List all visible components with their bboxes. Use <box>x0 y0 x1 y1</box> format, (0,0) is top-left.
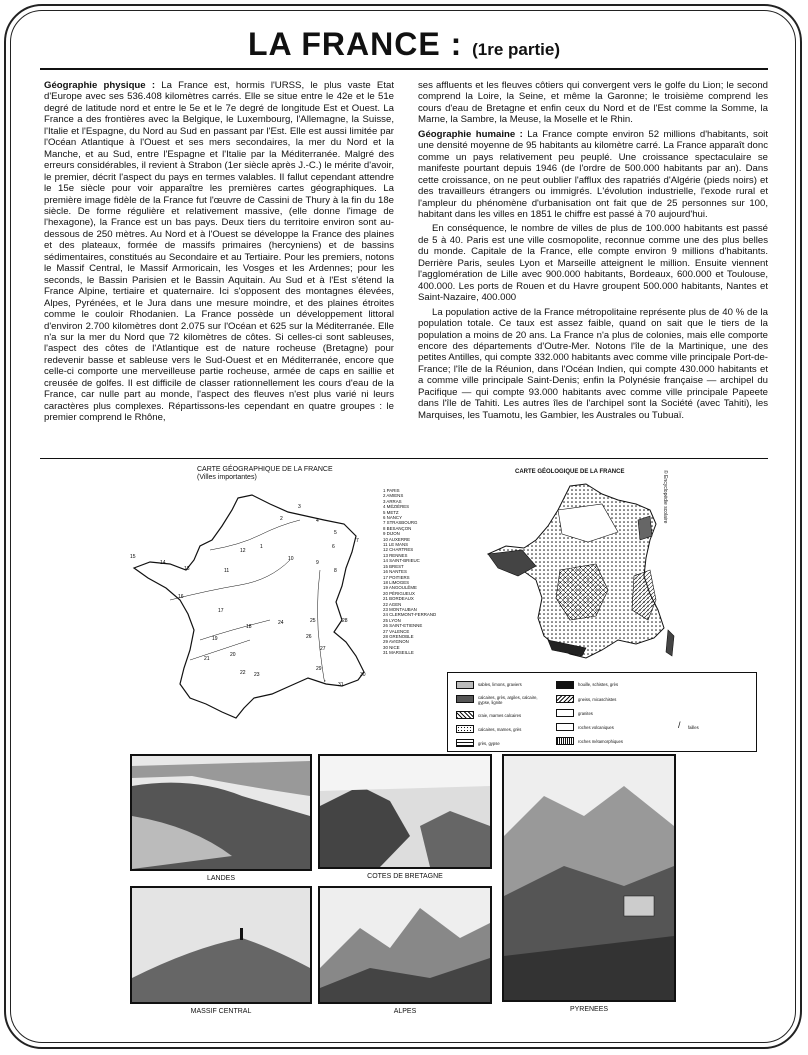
geo-map <box>120 490 380 735</box>
legend-label: sables, limons, graviers <box>478 682 522 687</box>
city-legend-item: 2 AMIENS <box>383 493 404 499</box>
legend-label: gneiss, micaschistes <box>578 697 617 702</box>
city-number: 10 <box>288 556 294 562</box>
city-number: 17 <box>218 608 224 614</box>
page-title <box>0 26 808 63</box>
legend-label: houille, schistes, grès <box>578 682 619 687</box>
city-legend-item: 1 PARIS <box>383 488 400 493</box>
city-number: 1 <box>260 544 263 550</box>
paragraph <box>418 307 768 422</box>
city-number: 7 <box>356 538 359 544</box>
legend-swatch <box>456 695 474 703</box>
city-legend-item: 25 LYON <box>383 617 401 623</box>
text-column-right <box>418 80 768 424</box>
legend-swatch <box>556 681 574 689</box>
city-number: 22 <box>240 670 246 676</box>
legend-label: roches volcaniques <box>578 725 614 730</box>
paragraph-text: La population active de la France métropolitaine représente plus de 40 % de la population totale. Ce taux est assez faible, quand on sait que le tiers de la population a moins de 20 ans. La France n'a plus de colonies, mais elle comporte encore des départements d'Outre-Mer. Notons l'île de la Martinique, une des petites Antilles, qui compte 332.000 habitants avec comme ville principale Port-de-France; l'île de la Réunion, dans l'Océan Indien, qui compte 430.000 habitants et a comme ville principale Saint-Denis; enfin la Polynésie française — archipel du Pacifique — qui compte 93.000 habitants avec comme ville principale Papeete dans l'île de Tahiti. Les autres îles de l'archipel sont la Société (avec Tahiti), les Marquises, les Tuamotu, les Gambier, les Australes ou Tubuaï. <box>418 306 768 421</box>
city-number: 25 <box>310 618 316 624</box>
city-legend-item: 3 ARRAS <box>383 498 402 504</box>
legend-label: calcaires, marnes, grès <box>478 727 522 732</box>
city-legend-item: 18 LIMOGES <box>383 579 410 585</box>
city-number: 9 <box>316 560 319 566</box>
city-legend-item: 19 ANGOULÊME <box>383 585 417 591</box>
paragraph-text: La France compte environ 52 millions d'habitants, soit une densité moyenne de 95 habitants au kilomètre carré. La France apparaît donc comme un pays relativement peu peuplé. Une croissance spectaculaire se manifeste pourtant depuis 1946 (de l'ordre de 500.000 habitants par an). Dans cette croissance, on ne peut oublier l'afflux des rapatriés d'Algérie (pieds noirs) et des travailleurs étrangers ou immigrés. L'évolution industrielle, l'exode rural et l'ampleur du phénomène d'urbanisation ont fait que de 25 personnes sur 100, habitant dans les villes en 1851 le chiffre est passé à 70 aujourd'hui. <box>418 128 768 220</box>
legend-label: calcaires, grès, argiles, calcaire, gypse, lignite <box>478 695 538 705</box>
legend-swatch <box>456 725 474 733</box>
city-legend-item: 15 BREST <box>383 563 404 569</box>
france-outline <box>134 495 364 718</box>
geo-map-title: CARTE GÉOGRAPHIQUE DE LA FRANCE <box>197 466 333 473</box>
city-number: 12 <box>240 548 246 554</box>
city-legend-item: 20 PÉRIGUEUX <box>383 590 415 596</box>
city-legend-item: 27 VALENCE <box>383 628 410 634</box>
city-number: 29 <box>316 666 322 672</box>
city-number: 16 <box>178 594 184 600</box>
city-legend-item: 6 NANCY <box>383 515 403 521</box>
city-number: 27 <box>320 646 326 652</box>
title-main: LA FRANCE : <box>248 26 463 62</box>
city-legend-item: 4 MÉZIÈRES <box>383 504 410 510</box>
legend-label: grès, gypse <box>478 741 500 746</box>
paragraph-lead: Géographie physique : <box>44 80 156 91</box>
city-legend-item: 26 SAINT-ETIENNE <box>383 623 423 629</box>
city-number: 23 <box>254 672 260 678</box>
city-number: 5 <box>334 530 337 536</box>
legend-swatch <box>456 711 474 719</box>
city-number: 26 <box>306 634 312 640</box>
city-number: 30 <box>360 672 366 678</box>
city-number: 13 <box>184 566 190 572</box>
legend-label: granites <box>578 711 593 716</box>
geol-map-credit: © Encyclopédie scolaire <box>662 470 668 524</box>
geol-corsica <box>666 630 674 656</box>
geol-map-title: CARTE GÉOLOGIQUE DE LA FRANCE <box>515 469 625 475</box>
legend-swatch <box>456 739 474 747</box>
city-legend-item: 11 LE MANS <box>383 542 409 548</box>
city-number: 21 <box>204 656 210 662</box>
photo-bretagne <box>318 754 492 869</box>
city-number: 3 <box>298 504 301 510</box>
city-legend-item: 8 BESANÇON <box>383 525 412 531</box>
geol-map <box>478 480 678 670</box>
caption-massif-central: MASSIF CENTRAL <box>190 1008 252 1015</box>
geol-zone-vosges <box>638 516 652 540</box>
legend-label: roches métamorphiques <box>578 739 623 744</box>
city-number: 14 <box>160 560 166 566</box>
city-legend-item: 31 MARSEILLE <box>383 650 414 656</box>
city-legend-item: 14 SAINT-BRIEUC <box>383 558 420 564</box>
legend-swatch <box>456 681 474 689</box>
title-rule <box>40 68 768 70</box>
geo-map-subtitle: (Villes importantes) <box>197 474 257 481</box>
text-column-left <box>44 80 394 427</box>
city-legend-item: 24 CLERMONT-FERRAND <box>383 612 437 618</box>
photo-landes <box>130 754 312 871</box>
city-number: 28 <box>342 618 348 624</box>
legend-swatch <box>556 695 574 703</box>
photo-massif-central <box>130 886 312 1004</box>
paragraph-lead: Géographie humaine : <box>418 128 523 140</box>
photo-pyrenees <box>502 754 676 1002</box>
city-legend-item: 30 NICE <box>383 644 400 650</box>
city-legend-item: 10 AUXERRE <box>383 536 411 542</box>
city-number: 19 <box>212 636 218 642</box>
legend-label: failles <box>688 725 699 730</box>
city-legend-item: 9 DIJON <box>383 531 400 537</box>
caption-pyrenees: PYRENEES <box>569 1006 609 1013</box>
geo-map-title-block <box>197 466 333 482</box>
river-dordogne <box>200 620 270 640</box>
paragraph-text: La France est, hormis l'URSS, le plus vaste Etat d'Europe avec ses 536.408 kilomètres carrés. Elle se situe entre le 42e et le 51e degré de latitude nord et entre le 5e et le 7e degré de longitude Est et Ouest. La France a des frontières avec la Belgique, le Luxembourg, l'Allemagne, la Suisse, l'Italie et l'Espagne, du Nord au Sud en passant par l'Est. Elle est aussi limitée par l'Océan Atlantique à l'Ouest et ses mers secondaires, la mer du Nord et la Manche, et au Sud, entre l'Espagne et l'Italie par la Méditerranée. Malgré des erreurs considérables, il revient à Strabon (1er siècle après J.-C.) le mérite d'avoir, le premier, décrit l'aspect du pays en termes valables. Il fallut cependant attendre le 15e siècle pour voir apparaître les premières cartes géographiques. La première image fidèle de la France fut l'œuvre de Cassini de Thury à la fin du 18e siècle. De forme régulière et relativement massive, (elle donne l'image de l'hexagone), la France est un bas pays. Deux tiers du territoire environ sont au-dessous de 250 mètres. Au Nord et à l'Ouest se développe la France des plaines et des plateaux, formée de massifs primaires (hercyniens) et de bassins sédimentaires, constitués au Secondaire et au Tertiaire. Pour les premiers, notons le Massif Central, le Massif Armoricain, les Vosges et les Ardennes; pour les seconds, le Bassin Parisien et le Bassin Aquitain. Au Sud et à l'Est s'étend la France Alpine, tertiaire et quaternaire. Ici s'opposent des montagnes élevées, Alpes, Pyrénées, et le Jura dans une mesure moindre, et des plaines étroites comme le couloir Rhodanien. La France possède un développement littoral d'environ 2.700 kilomètres dont 2.075 sur l'Océan et 625 sur la Méditerranée. Elle n'a sur la mer du Nord que 72 kilomètres de côtes. Si celles-ci sont sableuses, l'aspect des côtes de l'Atlantique est de nature rocheuse (Bretagne) pour redevenir basse et sableuse vers le Sud-Ouest et en Méditerranée, encore que celle-ci comporte une merveilleuse partie rocheuse, armée de caps en saillie et creusée de golfes. Il est difficile de classer rationnellement les cours d'eau de la France, car nulle part au monde, l'aspect des fleuves n'est plus varié ni leurs caractères plus complexes. Répartissons-les cependant en quatre groupes : le premier comprend le Rhône, <box>44 80 394 424</box>
city-legend-item: 29 AVIGNON <box>383 639 409 645</box>
caption-alpes: ALPES <box>393 1008 417 1015</box>
city-legend-item: 22 AGEN <box>383 601 402 607</box>
city-number: 4 <box>316 518 319 524</box>
city-number: 31 <box>338 682 344 688</box>
city-legend-item: 7 STRASBOURG <box>383 520 418 526</box>
city-legend-item: 28 GRENOBLE <box>383 633 414 639</box>
caption-landes: LANDES <box>206 875 235 882</box>
city-legend <box>383 488 436 656</box>
city-number: 8 <box>334 568 337 574</box>
city-number: 15 <box>130 554 136 560</box>
legend-label: craie, marnes calcaires <box>478 713 522 718</box>
legend-swatch <box>556 709 574 717</box>
city-legend-item: 12 CHARTRES <box>383 547 414 553</box>
city-number: 6 <box>332 544 335 550</box>
caption-bretagne: COTES DE BRETAGNE <box>367 873 443 880</box>
city-number: 20 <box>230 652 236 658</box>
city-legend-item: 16 NANTES <box>383 569 407 575</box>
city-numbers <box>130 504 366 688</box>
section-rule <box>40 458 768 459</box>
paragraph <box>44 80 394 424</box>
city-legend-item: 5 METZ <box>383 509 399 515</box>
city-legend-item: 23 MONTAUBAN <box>383 606 417 612</box>
paragraph <box>418 129 768 221</box>
paragraph <box>418 80 768 126</box>
city-number: 2 <box>280 516 283 522</box>
city-legend-item: 21 BORDEAUX <box>383 596 414 602</box>
legend-swatch <box>556 723 574 731</box>
title-sub: (1re partie) <box>472 40 560 59</box>
city-legend-item: 17 POITIERS <box>383 574 410 580</box>
paragraph-text: ses affluents et les fleuves côtiers qui convergent vers le golfe du Lion; le second comprend la Loire, la Seine, et même la Garonne; le troisième comprend les cours d'eau de Bretagne et enfin ceux du Nord et de l'Est comme la Somme, la Marne, la Sambre, la Meuse, la Moselle et le Rhin. <box>418 80 768 126</box>
paragraph <box>418 223 768 303</box>
city-legend-item: 13 RENNES <box>383 552 408 558</box>
city-number: 18 <box>246 624 252 630</box>
legend-swatch <box>556 737 574 745</box>
photo-alpes <box>318 886 492 1004</box>
paragraph-text: En conséquence, le nombre de villes de plus de 100.000 habitants est passé de 5 à 40. Paris est une ville cosmopolite, reconnue comme une des plus belles du monde. Capitale de la France, elle compte environ 9 millions d'habitants. Derrière Paris, seules Lyon et Marseille atteignent le million. Ensuite viennent l'agglomération de Lille avec 900.000 habitants, Bordeaux, 600.000 et Toulouse, 400.000. Les ports de Rouen et du Havre groupent 500.000 habitants, Nantes et Saint-Nazaire, 400.000 <box>418 223 768 304</box>
city-number: 11 <box>224 568 230 574</box>
city-number: 24 <box>278 620 284 626</box>
geol-legend <box>447 672 757 752</box>
river-garonne <box>190 640 250 660</box>
fault-symbol: / <box>678 720 681 730</box>
